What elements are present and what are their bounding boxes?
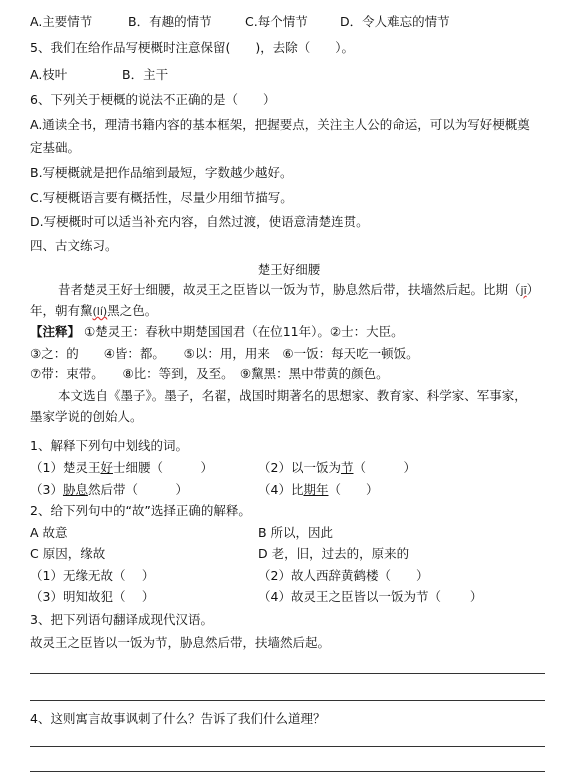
exercise-2-option-c: C 原因，缘故	[30, 546, 106, 561]
passage-line-2-close: 黑之色。	[107, 303, 158, 318]
ex1-i1-post: 士细腰（ ）	[112, 460, 213, 475]
option-q6-a-line1: A.通读全书，理清书籍内容的基本框架，把握要点，关注主人公的命运，可以为写好梗概奠	[30, 117, 530, 132]
ex1-i4-underlined: 期年	[303, 482, 329, 497]
passage-line-1-close: ）	[526, 282, 540, 297]
option-q5-a: A.枝叶	[30, 67, 68, 82]
passage-line-1	[58, 282, 539, 299]
option-q6-b: B.写梗概就是把作品缩到最短，字数越少越好。	[30, 165, 293, 180]
notes-label: 【注释】	[30, 324, 81, 339]
pinyin-ji: jī	[520, 284, 527, 297]
option-q5-b: B．主干	[122, 67, 169, 82]
ex1-i3-underlined: 胁息	[62, 482, 88, 497]
exercise-1-item-2	[258, 460, 416, 476]
exercise-2-stem: 2、给下列句中的“故”选择正确的解释。	[30, 503, 251, 518]
exercise-2-sentence-4: （4）故灵王之臣皆以一饭为节（ ）	[258, 589, 483, 604]
passage-title: 楚王好细腰	[257, 262, 321, 277]
answer-line-3	[30, 746, 545, 747]
exercise-2-sentence-2: （2）故人西辞黄鹤楼（ ）	[258, 568, 429, 583]
notes-line-2: ③之：的 ④皆：都。 ⑤以：用，用来 ⑥一饭：每天吃一顿饭。	[30, 346, 419, 361]
answer-line-2	[30, 700, 545, 701]
exercise-4-stem: 4、这则寓言故事讽刺了什么？告诉了我们什么道理？	[30, 711, 326, 726]
exercise-1-item-3	[30, 482, 188, 498]
question-6-stem: 6、下列关于梗概的说法不正确的是（ ）	[30, 92, 276, 107]
passage-line-2	[30, 303, 157, 320]
option-q4-d: D．令人难忘的情节	[340, 14, 450, 29]
ex1-i1-underlined: 好	[100, 460, 113, 475]
author-line-2: 墨家学说的创始人。	[30, 409, 143, 424]
ex1-i3-pre: （3）	[30, 482, 63, 497]
exercise-1-item-4	[258, 482, 378, 498]
section-4-heading: 四、古文练习。	[30, 238, 118, 253]
ex1-i1-pre: （1）楚灵王	[30, 460, 101, 475]
pinyin-li: (lí)	[92, 305, 108, 318]
exercise-2-option-d: D 老，旧，过去的，原来的	[258, 546, 410, 561]
option-q4-a: A.主要情节	[30, 14, 93, 29]
answer-line-1	[30, 673, 545, 674]
notes-text-1: ①楚灵王：春秋中期楚国国君（在位11年）。②士：大臣。	[84, 324, 404, 339]
exercise-2-option-b: B 所以，因此	[258, 525, 334, 540]
option-q6-d: D.写梗概时可以适当补充内容，自然过渡，使语意清楚连贯。	[30, 214, 369, 229]
notes-line-1	[30, 324, 404, 340]
ex1-i3-post: 然后带（ ）	[87, 482, 188, 497]
ex1-i2-post: （ ）	[353, 460, 416, 475]
passage-line-1-text: 昔者楚灵王好士细腰，故灵王之臣皆以一饭为节，胁息然后带，扶墙然后起。比期（	[58, 282, 521, 297]
exercise-1-stem: 1、解释下列句中划线的词。	[30, 438, 188, 453]
passage-line-2-text: 年，朝有黧	[30, 303, 93, 318]
answer-line-4	[30, 771, 545, 772]
exercise-3-sentence: 故灵王之臣皆以一饭为节，胁息然后带，扶墙然后起。	[30, 635, 331, 650]
notes-line-3: ⑦带：束带。 ⑧比：等到，及至。 ⑨黧黑：黑中带黄的颜色。	[30, 366, 389, 381]
exercise-2-sentence-1: （1）无缘无故（ ）	[30, 568, 155, 583]
ex1-i2-pre: （2）以一饭为	[258, 460, 341, 475]
ex1-i4-pre: （4）比	[258, 482, 304, 497]
option-q6-c: C.写梗概语言要有概括性，尽量少用细节描写。	[30, 190, 293, 205]
question-5-stem: 5、我们在给作品写梗概时注意保留( )，去除（ ）。	[30, 40, 354, 55]
ex1-i4-post: （ ）	[328, 482, 379, 497]
option-q6-a-line2: 定基础。	[30, 140, 81, 155]
exercise-1-item-1	[30, 460, 213, 476]
option-q4-b: B．有趣的情节	[128, 14, 212, 29]
ex1-i2-underlined: 节	[340, 460, 354, 475]
exercise-3-stem: 3、把下列语句翻译成现代汉语。	[30, 612, 213, 627]
exercise-2-sentence-3: （3）明知故犯（ ）	[30, 589, 155, 604]
author-line-1: 本文选自《墨子》。墨子，名翟，战国时期著名的思想家、教育家、科学家、军事家，	[58, 388, 527, 403]
option-q4-c: C.每个情节	[245, 14, 308, 29]
exercise-2-option-a: A 故意	[30, 525, 68, 540]
